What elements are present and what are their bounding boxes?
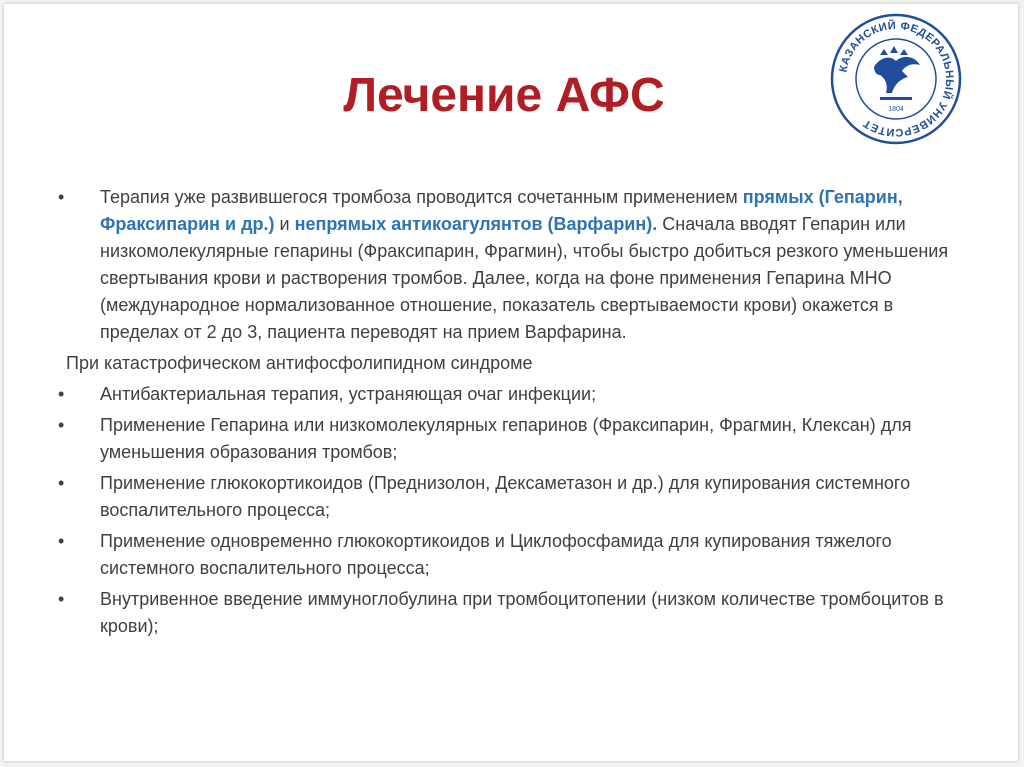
therapy-text-part-3: Сначала вводят Гепарин или низкомолекулярные гепарины (Фраксипарин, Фрагмин), чтобы быстро добиться резкого уменьшения свертывания крови и растворения тромбов. Далее, когда на фоне применения Гепарина МНО (международное нормализованное отношение, показатель свертываемости крови) окажется в пределах от 2 до 3, пациента переводят на прием Варфарина. xyxy=(100,214,949,342)
bullet-item xyxy=(52,586,972,640)
bullet-text: Антибактериальная терапия, устраняющая очаг инфекции; xyxy=(100,384,597,404)
slide-content xyxy=(52,184,972,644)
slide xyxy=(4,4,1018,761)
bullet-icon: • xyxy=(58,384,65,404)
highlight-indirect-anticoagulants: непрямых антикоагулянтов (Варфарин). xyxy=(294,214,658,234)
slide-title: Лечение АФС xyxy=(343,69,665,122)
bullet-text: Применение одновременно глюкокортикоидов и Циклофосфамида для купирования тяжелого системного воспалительного процесса; xyxy=(100,531,892,578)
bullet-icon: • xyxy=(58,589,65,609)
bullet-item xyxy=(52,470,972,524)
logo-year: 1804 xyxy=(888,106,904,113)
bullet-icon: • xyxy=(58,531,65,551)
bullet-item xyxy=(52,412,972,466)
bullet-item-therapy xyxy=(52,184,972,346)
bullet-item xyxy=(52,381,972,408)
bullet-icon: • xyxy=(58,473,65,493)
therapy-text-part-2: и xyxy=(274,214,295,234)
bullet-icon: • xyxy=(58,187,65,207)
highlight-direct-anticoagulants: прямых (Гепарин, Фраксипарин и др.) xyxy=(100,187,903,234)
bullet-text: Применение Гепарина или низкомолекулярных гепаринов (Фраксипарин, Фрагмин, Клексан) для уменьшения образования тромбов; xyxy=(100,415,912,462)
logo-ring-text: КАЗАНСКИЙ ФЕДЕРАЛЬНЫЙ УНИВЕРСИТЕТ xyxy=(837,19,956,139)
subheading-catastrophic: При катастрофическом антифосфолипидном синдроме xyxy=(66,353,533,373)
bullet-text: Применение глюкокортикоидов (Преднизолон, Дексаметазон и др.) для купирования системного воспалительного процесса; xyxy=(100,473,911,520)
therapy-text-part-1: Терапия уже развившегося тромбоза проводится сочетанным применением xyxy=(100,187,743,207)
bullet-item xyxy=(52,528,972,582)
bullet-icon: • xyxy=(58,415,65,435)
bullet-text: Внутривенное введение иммуноглобулина при тромбоцитопении (низком количестве тромбоцитов в крови); xyxy=(100,589,944,636)
